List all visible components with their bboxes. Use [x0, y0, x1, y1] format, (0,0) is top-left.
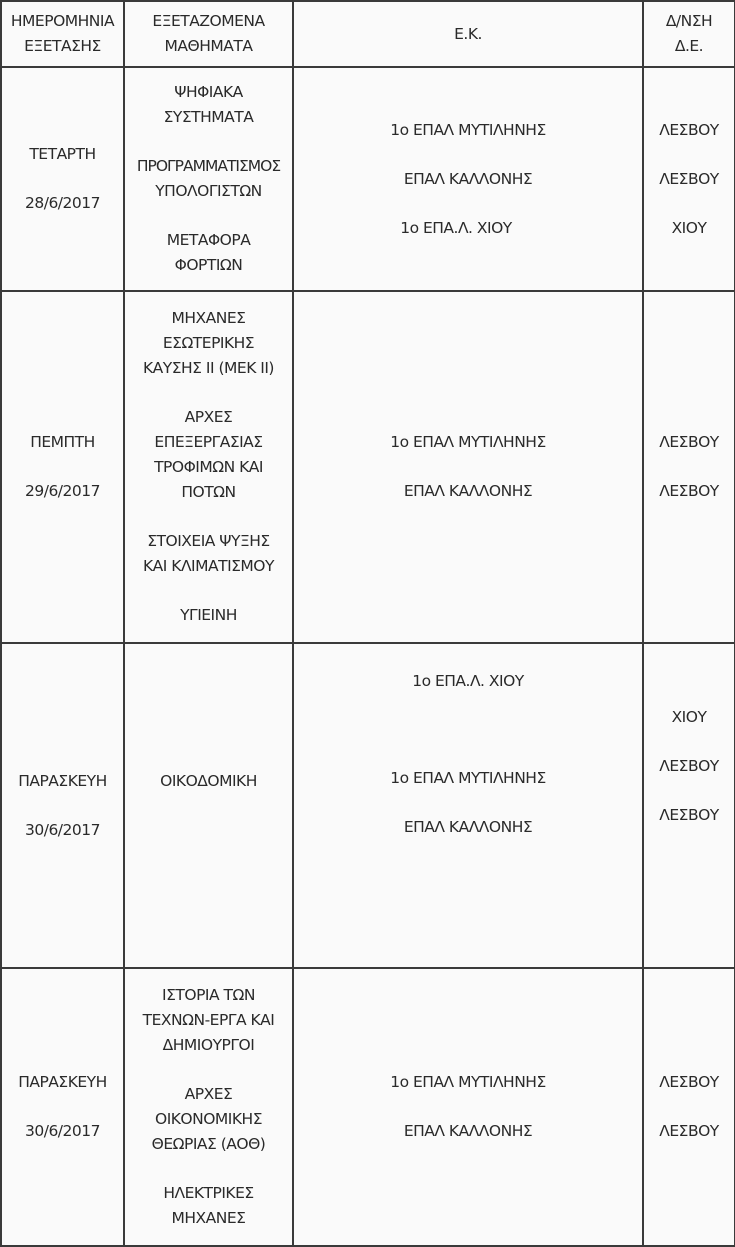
header-directorate [643, 1, 735, 67]
center-name: ΕΠΑΛ ΚΑΛΛΟΝΗΣ [403, 818, 533, 836]
centers-cell [293, 291, 643, 643]
center-name: ΕΠΑΛ ΚΑΛΛΟΝΗΣ [403, 169, 533, 188]
exam-date: 30/6/2017 [25, 820, 100, 839]
subject-line: ΑΡΧΕΣ [184, 1085, 233, 1103]
subject-line: ΜΕΤΑΦΟΡΑ [166, 231, 251, 249]
centers-cell [293, 968, 643, 1246]
header-text: ΗΜΕΡΟΜΗΝΙΑ [10, 12, 115, 30]
subject-line: ΣΤΟΙΧΕΙΑ ΨΥΞΗΣ [147, 532, 270, 550]
day-name: ΠΑΡΑΣΚΕΥΗ [18, 1073, 107, 1091]
subject-line: ΙΣΤΟΡΙΑ ΤΩΝ [162, 986, 255, 1004]
date-cell [1, 643, 124, 968]
directorate-name: ΛΕΣΒΟΥ [659, 806, 719, 824]
subject-line: ΣΥΣΤΗΜΑΤΑ [163, 108, 254, 126]
subject-line: ΟΙΚΟΝΟΜΙΚΗΣ [155, 1110, 262, 1128]
center-name: 1ο ΕΠΑΛ ΜΥΤΙΛΗΝΗΣ [390, 433, 546, 451]
subject-line: ΚΑΥΣΗΣ ΙΙ (ΜΕΚ ΙΙ) [143, 359, 274, 377]
table-row [1, 643, 735, 968]
center-name: 1ο ΕΠΑ.Λ. ΧΙΟΥ [400, 218, 512, 237]
header-text: ΜΑΘΗΜΑΤΑ [164, 37, 253, 55]
directorate-name: ΧΙΟΥ [671, 218, 707, 237]
center-name: 1ο ΕΠΑ.Λ. ΧΙΟΥ [412, 672, 524, 690]
header-text: ΕΞΕΤΑΣΗΣ [24, 37, 101, 55]
day-name: ΤΕΤΑΡΤΗ [29, 145, 96, 163]
directorate-name: ΛΕΣΒΟΥ [659, 1122, 719, 1140]
subject-line: ΔΗΜΙΟΥΡΓΟΙ [162, 1036, 255, 1054]
table-row [1, 67, 735, 291]
directorate-name: ΛΕΣΒΟΥ [659, 482, 719, 500]
header-text: Δ/ΝΣΗ [665, 12, 713, 30]
subjects-cell [124, 643, 293, 968]
header-row [1, 1, 735, 67]
subject-line: ΤΡΟΦΙΜΩΝ ΚΑΙ [154, 458, 263, 476]
directorate-cell [643, 968, 735, 1246]
directorate-name: ΛΕΣΒΟΥ [659, 120, 719, 139]
exam-date: 29/6/2017 [25, 482, 100, 500]
directorate-name: ΛΕΣΒΟΥ [659, 1073, 719, 1091]
date-cell [1, 291, 124, 643]
directorate-cell [643, 291, 735, 643]
header-text: Ε.Κ. [454, 24, 482, 43]
directorate-name: ΧΙΟΥ [671, 708, 707, 726]
day-name: ΠΑΡΑΣΚΕΥΗ [18, 771, 107, 790]
subject-line: ΕΣΩΤΕΡΙΚΗΣ [162, 334, 255, 352]
subject-line: ΕΠΕΞΕΡΓΑΣΙΑΣ [154, 433, 263, 451]
directorate-name: ΛΕΣΒΟΥ [659, 757, 719, 775]
subjects-cell [124, 968, 293, 1246]
subject-line: ΘΕΩΡΙΑΣ (ΑΟΘ) [151, 1135, 266, 1153]
header-date [1, 1, 124, 67]
center-name: 1ο ΕΠΑΛ ΜΥΤΙΛΗΝΗΣ [390, 769, 546, 787]
date-cell [1, 968, 124, 1246]
subject-line: ΜΗΧΑΝΕΣ [171, 1209, 246, 1227]
subject-line: ΠΡΟΓΡΑΜΜΑΤΙΣΜΟΣ [136, 157, 281, 175]
subject-line: ΜΗΧΑΝΕΣ [171, 309, 246, 327]
subjects-cell [124, 67, 293, 291]
day-name: ΠΕΜΠΤΗ [30, 433, 95, 451]
subject-line: ΥΓΙΕΙΝΗ [180, 606, 237, 624]
header-text: ΕΞΕΤΑΖΟΜΕΝΑ [152, 12, 265, 30]
header-text: Δ.Ε. [674, 37, 704, 55]
table-row [1, 968, 735, 1246]
header-subjects [124, 1, 293, 67]
header-centers [293, 1, 643, 67]
subject-line: ΑΡΧΕΣ [184, 408, 233, 426]
subject-line: ΟΙΚΟΔΟΜΙΚΗ [160, 772, 257, 790]
subject-line: ΚΑΙ ΚΛΙΜΑΤΙΣΜΟΥ [143, 557, 274, 575]
subject-line: ΥΠΟΛΟΓΙΣΤΩΝ [155, 182, 262, 200]
subject-line: ΗΛΕΚΤΡΙΚΕΣ [163, 1184, 254, 1202]
directorate-cell [643, 643, 735, 968]
subject-line: ΠΟΤΩΝ [181, 483, 236, 501]
exam-date: 30/6/2017 [25, 1122, 100, 1140]
subject-line: ΦΟΡΤΙΩΝ [174, 256, 243, 274]
subject-line: ΨΗΦΙΑΚΑ [174, 83, 243, 101]
center-name: 1ο ΕΠΑΛ ΜΥΤΙΛΗΝΗΣ [390, 120, 546, 139]
directorate-cell [643, 67, 735, 291]
centers-cell [293, 643, 643, 968]
directorate-name: ΛΕΣΒΟΥ [659, 169, 719, 188]
directorate-name: ΛΕΣΒΟΥ [659, 433, 719, 451]
center-name: ΕΠΑΛ ΚΑΛΛΟΝΗΣ [403, 1122, 533, 1140]
centers-cell [293, 67, 643, 291]
subject-line: ΤΕΧΝΩΝ-ΕΡΓΑ ΚΑΙ [142, 1011, 275, 1029]
date-cell [1, 67, 124, 291]
subjects-cell [124, 291, 293, 643]
center-name: ΕΠΑΛ ΚΑΛΛΟΝΗΣ [403, 482, 533, 500]
center-name: 1ο ΕΠΑΛ ΜΥΤΙΛΗΝΗΣ [390, 1073, 546, 1091]
exam-date: 28/6/2017 [25, 194, 100, 212]
table-row [1, 291, 735, 643]
